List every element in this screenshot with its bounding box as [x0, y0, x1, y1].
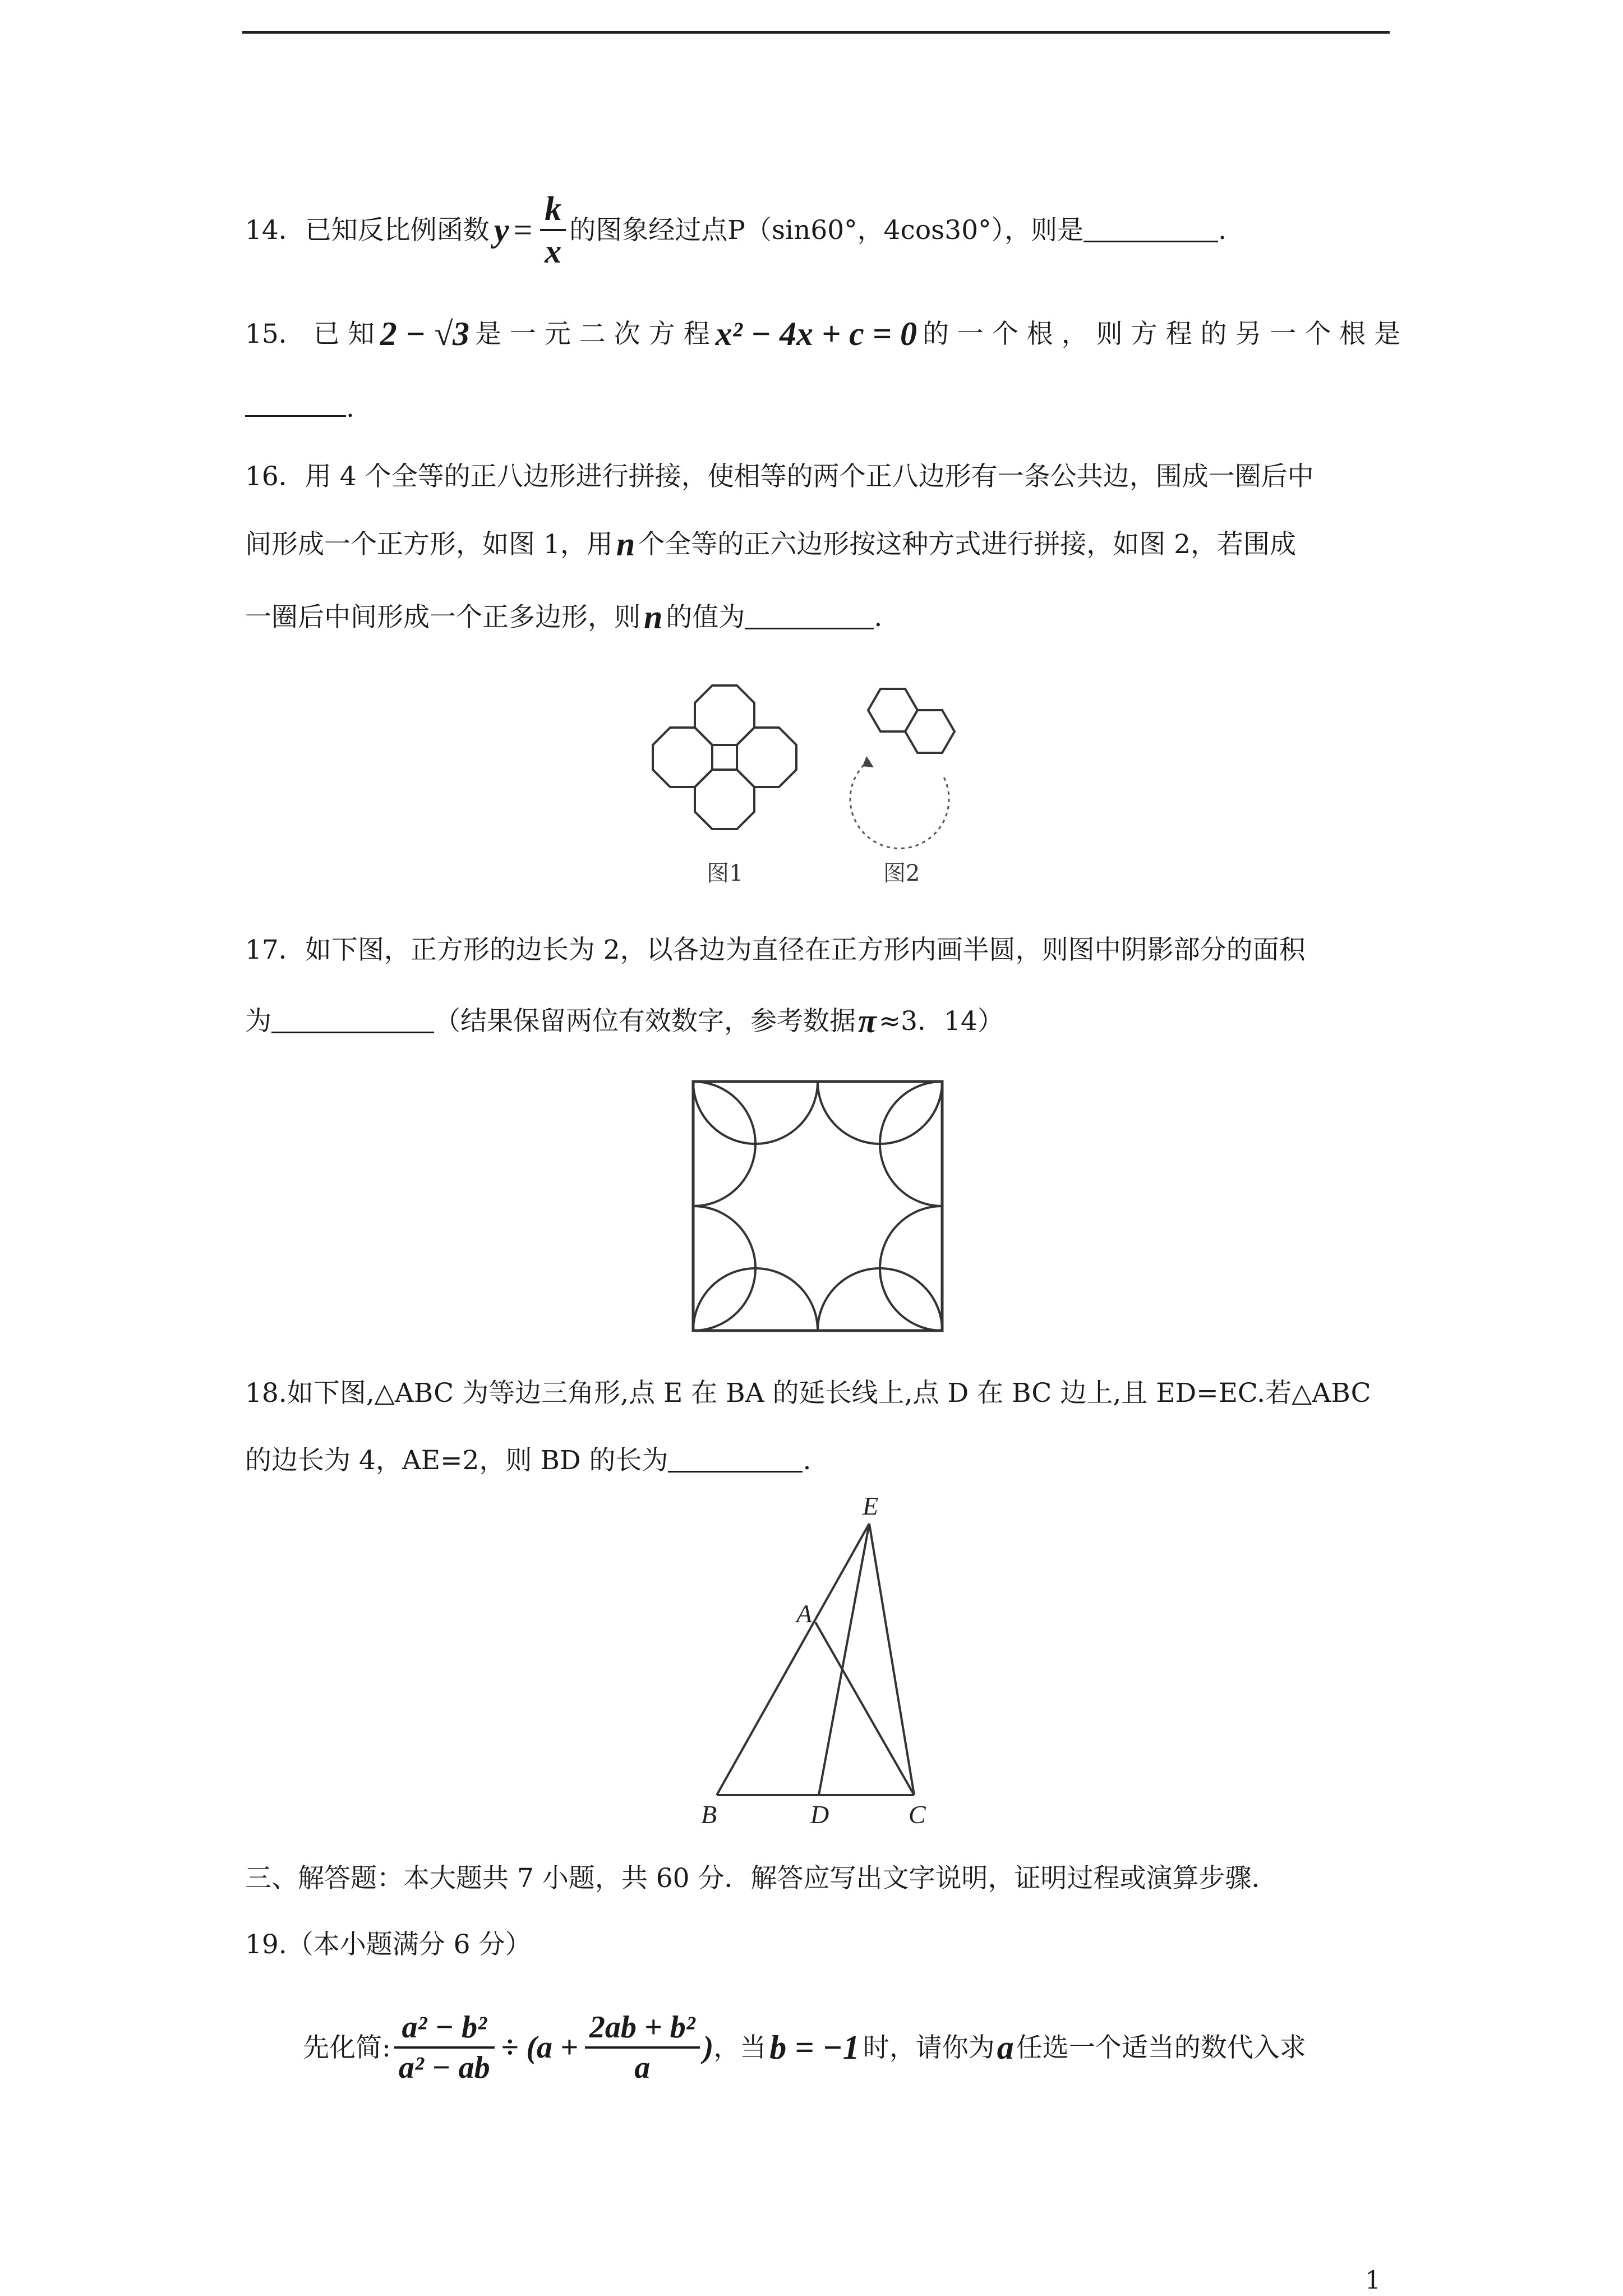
q14-end: . [1218, 214, 1227, 246]
label-A: A [796, 1599, 813, 1628]
q16-line2 [245, 527, 1296, 561]
q17-line1: 17．如下图，正方形的边长为 2，以各边为直径在正方形内画半圆，则图中阴影部分的面积 [245, 935, 1306, 965]
q15-text-lead: 15． 已 知 [245, 318, 375, 349]
segment-BE [717, 1524, 869, 1795]
q18-end: . [803, 1445, 811, 1476]
q19-expression [303, 1997, 1306, 2098]
q16-n-symbol: n [616, 526, 635, 563]
q19-fraction-1 [394, 2012, 495, 2083]
hexagon-2 [905, 710, 955, 753]
label-E: E [863, 1492, 879, 1520]
octagon-left [653, 728, 712, 787]
q15-expr-equation: x² − 4x + c = 0 [715, 315, 917, 352]
q17-line2-b: （结果保留两位有效数字，参考数据 [434, 1005, 856, 1037]
question-15 [245, 314, 1400, 353]
q19-header: 19.（本小题满分 6 分） [245, 1929, 532, 1960]
q19-lead: 先化简: [303, 2032, 391, 2063]
q15-text-mid: 是 一 元 二 次 方 程 [474, 318, 710, 349]
q16-answer-blank[interactable] [745, 605, 874, 629]
q19-text-when: ，当 [713, 2032, 767, 2063]
q17-pi-symbol: π [858, 1002, 877, 1039]
square-outline [693, 1082, 942, 1331]
q19-a-symbol: a [997, 2029, 1014, 2066]
q16-end: . [874, 601, 883, 633]
label-D: D [810, 1800, 829, 1829]
q19-frac1-numerator: a² − b² [394, 2012, 495, 2049]
q15-answer-blank[interactable] [245, 393, 346, 417]
q18-answer-blank[interactable] [668, 1448, 803, 1473]
q16-figure [639, 684, 998, 892]
q16-line3 [245, 600, 882, 634]
q14-text-rest: 的图象经过点P（sin60°，4cos30°），则是 [569, 214, 1084, 246]
q17-figure [689, 1077, 947, 1335]
center-square [712, 745, 737, 770]
octagon-ring [653, 685, 796, 829]
q19-frac2-numerator: 2ab + b² [585, 2012, 700, 2049]
q18-line2 [245, 1447, 811, 1474]
triangle-lines [717, 1524, 914, 1795]
q19-text-rest: 任选一个适当的数代入求 [1016, 2032, 1306, 2063]
q14-text-lead: 14．已知反比例函数 [245, 214, 490, 246]
q14-fraction-k-over-x [540, 192, 566, 268]
arrowhead-icon [863, 756, 874, 767]
q19-text-choose: 时，请你为 [863, 2032, 995, 2063]
fig1-caption: 图1 [707, 861, 744, 886]
q19-frac1-denominator: a² − ab [398, 2050, 490, 2085]
q15-line2 [245, 393, 354, 426]
semicircles [693, 1082, 942, 1331]
q16-line3-b: 的值为 [666, 601, 745, 633]
q14-answer-blank[interactable] [1083, 218, 1218, 242]
fig2-caption: 图2 [883, 861, 920, 886]
q15-text-rest: 的 一 个 根 ， 则 方 程 的 另 一 个 根 是 [922, 318, 1401, 349]
q17-line2-a: 为 [245, 1005, 271, 1037]
q14-denominator: x [545, 233, 562, 270]
q17-line2-c: ≈3．14） [878, 1005, 1004, 1037]
q16-line2-a: 间形成一个正方形，如图 1，用 [245, 528, 613, 560]
q16-line1: 16．用 4 个全等的正八边形进行拼接，使相等的两个正八边形有一条公共边，围成一圈后中 [245, 461, 1314, 492]
q19-divide-paren: ÷ (a + [501, 2030, 578, 2065]
header-rule [242, 31, 1390, 34]
q16-line2-b: 个全等的正六边形按这种方式进行拼接，如图 2，若围成 [638, 528, 1297, 560]
q18-line1: 18.如下图,△ABC 为等边三角形,点 E 在 BA 的延长线上,点 D 在 BC 边上,且 ED=EC.若△ABC [245, 1378, 1371, 1409]
q14-numerator: k [540, 192, 566, 231]
q16-n-symbol-2: n [644, 599, 663, 636]
q14-equals: = [513, 211, 533, 249]
q14-y: y [494, 211, 509, 249]
q19-frac2-denominator: a [634, 2050, 651, 2085]
q15-end: . [346, 393, 354, 424]
segment-ED [819, 1524, 869, 1795]
q18-figure [684, 1492, 953, 1829]
page-number: 1 [1365, 2266, 1381, 2295]
q15-expr-root: 2 − √3 [380, 315, 469, 352]
q17-answer-blank[interactable] [271, 1009, 434, 1033]
question-14 [245, 190, 1227, 270]
q16-line3-a: 一圈后中间形成一个正多边形，则 [245, 601, 640, 633]
q19-condition: b = −1 [769, 2029, 860, 2066]
rotation-arc [850, 760, 949, 848]
label-C: C [909, 1800, 926, 1829]
section-3-heading: 三、解答题：本大题共 7 小题，共 60 分．解答应写出文字说明，证明过程或演算步骤． [245, 1863, 1278, 1894]
q18-line2-a: 的边长为 4，AE=2，则 BD 的长为 [245, 1445, 668, 1476]
octagon-right [737, 728, 796, 787]
label-B: B [701, 1800, 717, 1829]
q17-line2 [245, 1004, 1004, 1038]
q19-fraction-2 [585, 2012, 700, 2083]
q19-close-paren: ) [703, 2030, 714, 2065]
hexagon-pair [868, 689, 955, 753]
